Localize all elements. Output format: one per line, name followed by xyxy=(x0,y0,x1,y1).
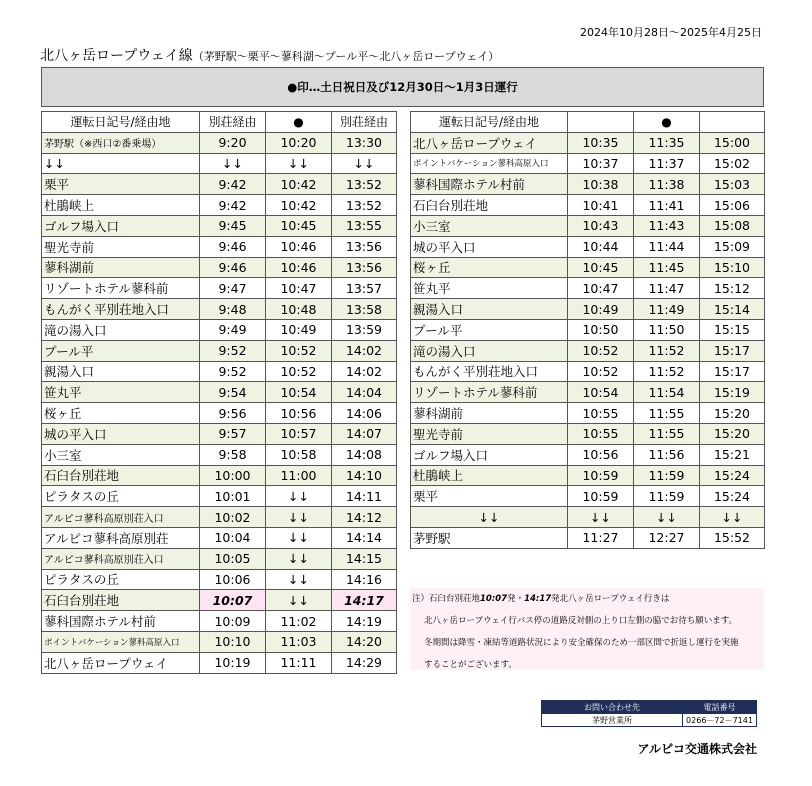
stop-name: ゴルフ場入口 xyxy=(411,444,568,465)
departure-time: 11:02 xyxy=(266,611,332,632)
stop-name: 蓼科湖前 xyxy=(42,257,200,278)
stop-name: 石臼台別荘地 xyxy=(42,465,200,486)
departure-time: 10:20 xyxy=(266,132,332,153)
departure-time: 14:07 xyxy=(332,423,397,444)
departure-time: 10:49 xyxy=(266,319,332,340)
departure-time: 13:55 xyxy=(332,215,397,236)
departure-time: 10:48 xyxy=(266,299,332,320)
departure-time: 11:27 xyxy=(568,527,634,548)
departure-time: 14:08 xyxy=(332,444,397,465)
departure-time: 15:24 xyxy=(700,465,765,486)
departure-time: 10:04 xyxy=(200,527,266,548)
table-row xyxy=(411,340,765,361)
table-row xyxy=(42,486,397,507)
table-row xyxy=(42,215,397,236)
departure-time: 13:52 xyxy=(332,195,397,216)
departure-time: 10:19 xyxy=(200,652,266,673)
departure-time: 11:55 xyxy=(634,423,700,444)
stop-name: 親湯入口 xyxy=(411,299,568,320)
office-name: 茅野営業所 xyxy=(542,714,683,727)
departure-time: 14:04 xyxy=(332,382,397,403)
departure-time: 15:52 xyxy=(700,527,765,548)
column-header xyxy=(568,112,634,133)
notice-line-2: 北八ヶ岳ロープウェイ行バス停の道路反対側の上り口左側の脇でお待ち願います。 xyxy=(424,616,738,626)
stop-name: 北八ヶ岳ロープウェイ xyxy=(411,132,568,153)
stop-name: 城の平入口 xyxy=(42,423,200,444)
departure-time: 11:00 xyxy=(266,465,332,486)
stop-name: ↓↓ xyxy=(42,153,200,174)
departure-time: 10:52 xyxy=(568,340,634,361)
departure-time: 10:37 xyxy=(568,153,634,174)
table-row xyxy=(42,319,397,340)
stop-name: 石臼台別荘地 xyxy=(411,195,568,216)
departure-time: 15:10 xyxy=(700,257,765,278)
stop-name: 石臼台別荘地 xyxy=(42,590,200,611)
departure-time: 10:09 xyxy=(200,611,266,632)
departure-time: 15:09 xyxy=(700,236,765,257)
table-row xyxy=(411,403,765,424)
stop-name: プール平 xyxy=(411,319,568,340)
column-header: ● xyxy=(266,112,332,133)
column-header: 別荘経由 xyxy=(200,112,266,133)
column-header: ● xyxy=(634,112,700,133)
departure-time: 10:45 xyxy=(568,257,634,278)
table-row xyxy=(42,652,397,673)
departure-time: 10:52 xyxy=(266,361,332,382)
departure-time: 13:56 xyxy=(332,257,397,278)
table-row xyxy=(411,278,765,299)
stop-name: ポイントバケーション蓼科高原入口 xyxy=(42,631,200,652)
table-row xyxy=(42,382,397,403)
departure-time: 10:55 xyxy=(568,423,634,444)
table-row xyxy=(411,153,765,174)
stop-name: リゾートホテル蓼科前 xyxy=(42,278,200,299)
route-description: （茅野駅～栗平～蓼科湖～プール平～北八ヶ岳ロープウェイ） xyxy=(192,50,500,63)
departure-time: 14:02 xyxy=(332,340,397,361)
header-row xyxy=(411,112,765,133)
page-title xyxy=(40,45,499,65)
departure-time: 15:17 xyxy=(700,361,765,382)
departure-time: 11:38 xyxy=(634,174,700,195)
departure-time: 10:35 xyxy=(568,132,634,153)
departure-time: 9:49 xyxy=(200,319,266,340)
departure-time: 14:15 xyxy=(332,548,397,569)
departure-time: 11:43 xyxy=(634,215,700,236)
departure-time: ↓↓ xyxy=(266,590,332,611)
notice-time-2: 14:17 xyxy=(524,594,552,604)
stop-name: 笹丸平 xyxy=(42,382,200,403)
table-row xyxy=(42,444,397,465)
departure-time: 10:50 xyxy=(568,319,634,340)
header-row xyxy=(42,112,397,133)
departure-time: 15:21 xyxy=(700,444,765,465)
departure-time: 9:54 xyxy=(200,382,266,403)
stop-name: アルピコ蓼科高原別荘入口 xyxy=(42,507,200,528)
departure-time: 11:52 xyxy=(634,340,700,361)
stop-name: 親湯入口 xyxy=(42,361,200,382)
return-timetable xyxy=(410,111,765,549)
table-row xyxy=(411,527,765,548)
departure-time: 13:59 xyxy=(332,319,397,340)
departure-time: 14:12 xyxy=(332,507,397,528)
stop-name: 茅野駅 xyxy=(411,527,568,548)
departure-time: ↓↓ xyxy=(634,507,700,528)
stop-name: ポイントバケーション蓼科高原入口 xyxy=(411,153,568,174)
departure-time: 13:30 xyxy=(332,132,397,153)
table-row xyxy=(411,195,765,216)
departure-time: 15:17 xyxy=(700,340,765,361)
table-row xyxy=(411,257,765,278)
stop-name: ↓↓ xyxy=(411,507,568,528)
stop-name: 蓼科国際ホテル村前 xyxy=(42,611,200,632)
departure-time: 14:20 xyxy=(332,631,397,652)
departure-time: 10:52 xyxy=(266,340,332,361)
notice-box xyxy=(410,588,764,670)
stop-name: 杜鵑峡上 xyxy=(411,465,568,486)
table-row xyxy=(411,465,765,486)
table-row xyxy=(42,527,397,548)
stop-name: 聖光寺前 xyxy=(42,236,200,257)
notice-time-1: 10:07 xyxy=(480,594,508,604)
table-row xyxy=(42,340,397,361)
departure-time: 11:59 xyxy=(634,486,700,507)
table-row xyxy=(411,236,765,257)
table-row xyxy=(411,507,765,528)
departure-time: 11:50 xyxy=(634,319,700,340)
stop-name: 蓼科湖前 xyxy=(411,403,568,424)
departure-time: 10:56 xyxy=(266,403,332,424)
departure-time: 10:00 xyxy=(200,465,266,486)
departure-time: 14:11 xyxy=(332,486,397,507)
departure-time: 10:10 xyxy=(200,631,266,652)
stop-name: 茅野駅（※西口②番乗場） xyxy=(42,132,200,153)
departure-time: ↓↓ xyxy=(266,569,332,590)
table-row xyxy=(411,215,765,236)
stop-name: ピラタスの丘 xyxy=(42,486,200,507)
table-row xyxy=(42,403,397,424)
stop-name: 桜ヶ丘 xyxy=(42,403,200,424)
departure-time: ↓↓ xyxy=(266,527,332,548)
table-row xyxy=(411,174,765,195)
table-row xyxy=(42,465,397,486)
departure-time: 10:05 xyxy=(200,548,266,569)
service-period: 2024年10月28日～2025年4月25日 xyxy=(580,26,762,39)
phone-header: 電話番号 xyxy=(683,701,757,714)
departure-time: 11:52 xyxy=(634,361,700,382)
departure-time: 14:19 xyxy=(332,611,397,632)
stop-name: ゴルフ場入口 xyxy=(42,215,200,236)
departure-time: 9:57 xyxy=(200,423,266,444)
table-row xyxy=(42,132,397,153)
table-row xyxy=(42,507,397,528)
departure-time: 9:52 xyxy=(200,361,266,382)
departure-time: 15:02 xyxy=(700,153,765,174)
departure-time: 10:47 xyxy=(568,278,634,299)
departure-time: 10:07 xyxy=(200,590,266,611)
departure-time: 11:47 xyxy=(634,278,700,299)
departure-time: 14:10 xyxy=(332,465,397,486)
column-header: 運転日記号/経由地 xyxy=(411,112,568,133)
departure-time: 15:19 xyxy=(700,382,765,403)
departure-time: 13:56 xyxy=(332,236,397,257)
departure-time: 15:08 xyxy=(700,215,765,236)
table-row xyxy=(42,569,397,590)
departure-time: 10:56 xyxy=(568,444,634,465)
table-row xyxy=(42,423,397,444)
departure-time: 10:42 xyxy=(266,174,332,195)
departure-time: ↓↓ xyxy=(200,153,266,174)
table-row xyxy=(42,153,397,174)
table-row xyxy=(42,299,397,320)
table-row xyxy=(42,257,397,278)
table-row xyxy=(411,132,765,153)
departure-time: 11:59 xyxy=(634,465,700,486)
departure-time: 10:55 xyxy=(568,403,634,424)
departure-time: 11:03 xyxy=(266,631,332,652)
departure-time: 11:54 xyxy=(634,382,700,403)
departure-time: 10:38 xyxy=(568,174,634,195)
departure-time: 9:20 xyxy=(200,132,266,153)
departure-time: ↓↓ xyxy=(700,507,765,528)
departure-time: 10:54 xyxy=(266,382,332,403)
stop-name: 小三室 xyxy=(411,215,568,236)
departure-time: 15:06 xyxy=(700,195,765,216)
departure-time: 11:35 xyxy=(634,132,700,153)
departure-time: 11:45 xyxy=(634,257,700,278)
notice-line-4: することがございます。 xyxy=(424,660,517,670)
departure-time: 10:43 xyxy=(568,215,634,236)
departure-time: 10:57 xyxy=(266,423,332,444)
departure-time: 10:46 xyxy=(266,257,332,278)
departure-time: 14:17 xyxy=(332,590,397,611)
stop-name: 滝の湯入口 xyxy=(411,340,568,361)
departure-time: 14:06 xyxy=(332,403,397,424)
table-row xyxy=(411,382,765,403)
table-row xyxy=(411,299,765,320)
departure-time: 10:44 xyxy=(568,236,634,257)
departure-time: 10:02 xyxy=(200,507,266,528)
departure-time: 11:44 xyxy=(634,236,700,257)
departure-time: ↓↓ xyxy=(568,507,634,528)
table-row xyxy=(411,444,765,465)
stop-name: 小三室 xyxy=(42,444,200,465)
departure-time: 15:14 xyxy=(700,299,765,320)
table-row xyxy=(42,361,397,382)
departure-time: ↓↓ xyxy=(266,548,332,569)
line-name: 北八ヶ岳ロープウェイ線 xyxy=(40,48,193,64)
company-name: アルピコ交通株式会社 xyxy=(637,742,757,756)
stop-name: 栗平 xyxy=(42,174,200,195)
stop-name: 蓼科国際ホテル村前 xyxy=(411,174,568,195)
table-row xyxy=(42,590,397,611)
table-row xyxy=(411,361,765,382)
departure-time: 11:37 xyxy=(634,153,700,174)
notice-line-1: 注）石臼台別荘地10:07発・14:17発北八ヶ岳ロープウェイ行きは xyxy=(412,594,670,604)
column-header xyxy=(700,112,765,133)
departure-time: 15:24 xyxy=(700,486,765,507)
stop-name: アルピコ蓼科高原別荘入口 xyxy=(42,548,200,569)
stop-name: 桜ヶ丘 xyxy=(411,257,568,278)
table-row xyxy=(411,486,765,507)
departure-time: 9:48 xyxy=(200,299,266,320)
departure-time: 12:27 xyxy=(634,527,700,548)
column-header: 別荘経由 xyxy=(332,112,397,133)
departure-time: 10:45 xyxy=(266,215,332,236)
stop-name: 北八ヶ岳ロープウェイ xyxy=(42,652,200,673)
departure-time: 15:20 xyxy=(700,423,765,444)
departure-time: 14:14 xyxy=(332,527,397,548)
table-row xyxy=(42,548,397,569)
departure-time: 10:06 xyxy=(200,569,266,590)
departure-time: 11:11 xyxy=(266,652,332,673)
departure-time: ↓↓ xyxy=(332,153,397,174)
departure-time: 10:42 xyxy=(266,195,332,216)
departure-time: 15:03 xyxy=(700,174,765,195)
departure-time: 9:42 xyxy=(200,174,266,195)
table-row xyxy=(411,423,765,444)
column-header: 運転日記号/経由地 xyxy=(42,112,200,133)
stop-name: 杜鵑峡上 xyxy=(42,195,200,216)
departure-time: 13:52 xyxy=(332,174,397,195)
departure-time: 9:52 xyxy=(200,340,266,361)
departure-time: 11:56 xyxy=(634,444,700,465)
table-row xyxy=(42,236,397,257)
phone-number: 0266－72－7141 xyxy=(683,714,757,727)
table-row xyxy=(42,195,397,216)
departure-time: 9:58 xyxy=(200,444,266,465)
stop-name: 栗平 xyxy=(411,486,568,507)
departure-time: 9:46 xyxy=(200,257,266,278)
table-row xyxy=(42,278,397,299)
departure-time: 9:45 xyxy=(200,215,266,236)
departure-time: 10:59 xyxy=(568,486,634,507)
contact-header: お問い合わせ先 xyxy=(542,701,683,714)
departure-time: 11:55 xyxy=(634,403,700,424)
departure-time: 14:16 xyxy=(332,569,397,590)
departure-time: 14:02 xyxy=(332,361,397,382)
departure-time: 15:20 xyxy=(700,403,765,424)
table-row xyxy=(42,174,397,195)
departure-time: ↓↓ xyxy=(266,486,332,507)
departure-time: 10:46 xyxy=(266,236,332,257)
notice-line-3: 冬期間は降雪・凍結等道路状況により安全確保のため一部区間で折返し運行を実施 xyxy=(424,638,739,648)
stop-name: 城の平入口 xyxy=(411,236,568,257)
departure-time: 15:00 xyxy=(700,132,765,153)
stop-name: プール平 xyxy=(42,340,200,361)
departure-time: 10:49 xyxy=(568,299,634,320)
departure-time: ↓↓ xyxy=(266,507,332,528)
departure-time: 9:47 xyxy=(200,278,266,299)
stop-name: もんがく平別荘地入口 xyxy=(42,299,200,320)
departure-time: 10:52 xyxy=(568,361,634,382)
stop-name: 滝の湯入口 xyxy=(42,319,200,340)
departure-time: ↓↓ xyxy=(266,153,332,174)
stop-name: もんがく平別荘地入口 xyxy=(411,361,568,382)
stop-name: 聖光寺前 xyxy=(411,423,568,444)
table-row xyxy=(42,611,397,632)
departure-time: 9:56 xyxy=(200,403,266,424)
departure-time: 13:58 xyxy=(332,299,397,320)
table-row xyxy=(411,319,765,340)
departure-time: 10:47 xyxy=(266,278,332,299)
operation-banner: ●印…土日祝日及び12月30日～1月3日運行 xyxy=(41,67,764,107)
outbound-timetable xyxy=(41,111,397,674)
departure-time: 10:59 xyxy=(568,465,634,486)
departure-time: 9:42 xyxy=(200,195,266,216)
contact-table xyxy=(541,700,757,727)
stop-name: リゾートホテル蓼科前 xyxy=(411,382,568,403)
departure-time: 10:01 xyxy=(200,486,266,507)
departure-time: 10:58 xyxy=(266,444,332,465)
stop-name: ピラタスの丘 xyxy=(42,569,200,590)
stop-name: 笹丸平 xyxy=(411,278,568,299)
departure-time: 15:15 xyxy=(700,319,765,340)
departure-time: 15:12 xyxy=(700,278,765,299)
departure-time: 11:41 xyxy=(634,195,700,216)
departure-time: 10:54 xyxy=(568,382,634,403)
departure-time: 10:41 xyxy=(568,195,634,216)
departure-time: 14:29 xyxy=(332,652,397,673)
departure-time: 11:49 xyxy=(634,299,700,320)
departure-time: 13:57 xyxy=(332,278,397,299)
stop-name: アルピコ蓼科高原別荘 xyxy=(42,527,200,548)
table-row xyxy=(42,631,397,652)
departure-time: 9:46 xyxy=(200,236,266,257)
